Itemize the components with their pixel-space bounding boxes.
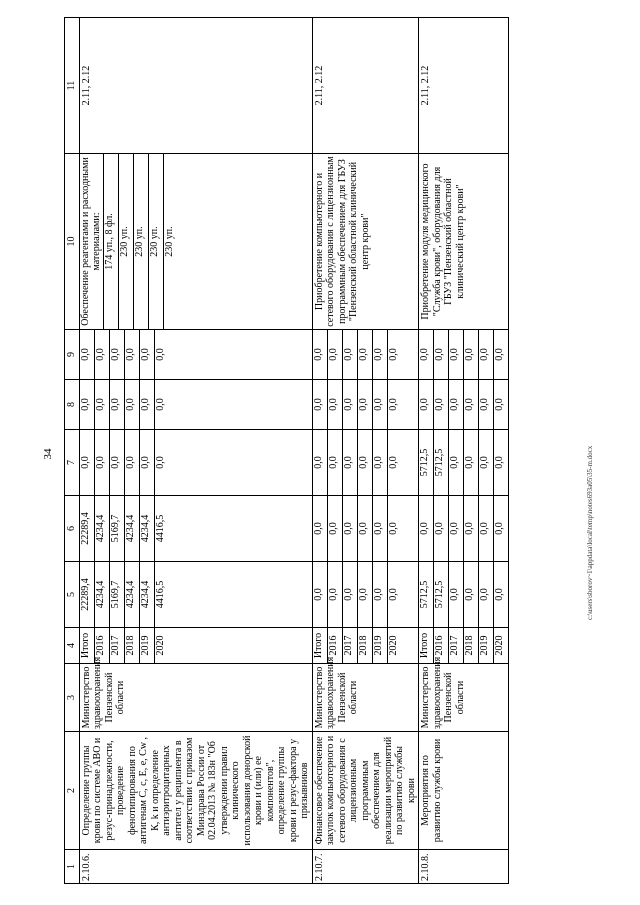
program-table (64, 17, 509, 884)
value-cell: 230 уп. (163, 154, 178, 329)
value-cell: 0,0 (109, 380, 124, 429)
rotated-table-container (64, 18, 584, 884)
value-cell: 0,0 (79, 456, 91, 469)
value-cell: 2019 (479, 628, 494, 663)
value-cell: 2020 (387, 628, 402, 663)
value-cell: 0,0 (419, 348, 430, 361)
executor: Министерство здравоохранения Пензенской области (419, 664, 509, 732)
item-number: 2.10.7. (312, 850, 419, 884)
value-list (419, 496, 508, 561)
value-cell: 0,0 (464, 430, 479, 495)
value-list (419, 562, 508, 627)
value-cell: 0,0 (342, 562, 357, 627)
value-cell: 0,0 (479, 562, 494, 627)
value-cell: 0,0 (357, 330, 372, 379)
value-cell: 230 уп. (148, 154, 163, 329)
value-list (313, 562, 402, 627)
indicator-link: 2.11, 2.12 (419, 18, 509, 154)
value-cell: 22289,4 (79, 578, 91, 611)
value-cell: 2018 (464, 628, 479, 663)
value-cell: 0,0 (94, 430, 109, 495)
indicator-link: 2.11, 2.12 (312, 18, 419, 154)
value-list (313, 330, 402, 379)
value-list (419, 430, 508, 495)
column-c6 (79, 496, 312, 562)
result-heading: Обеспечение реагентами и расходными материалами: (79, 157, 102, 326)
column-header-1: 1 (65, 850, 80, 884)
value-cell: 0,0 (342, 496, 357, 561)
value-cell: 174 уп., 8 фл. (103, 154, 118, 329)
value-cell: 230 уп. (118, 154, 133, 329)
column-header-7: 7 (65, 430, 80, 496)
value-cell: 0,0 (312, 522, 324, 535)
value-cell: 0,0 (494, 562, 509, 627)
value-cell: 0,0 (464, 562, 479, 627)
value-cell: 0,0 (372, 430, 387, 495)
value-cell: 0,0 (124, 330, 139, 379)
measure-name: Определение группы крови по системе АВО и резус-принадлежности, проведение фенотипирования по антигенам С, с, Е, е, Cw , К, k и определение антиэритроцитарных антител у реципиента в соответствии с приказом Минздрава России от 02.04.2013 № 183н "Об утверждении правил клинического использования донорской крови и (или) ее компонентов", определение группы крови и резус-фактора у призывников (79, 732, 312, 850)
value-list (80, 330, 169, 379)
value-cell: 0,0 (139, 430, 154, 495)
value-cell: 0,0 (479, 380, 494, 429)
column-c7 (312, 430, 419, 496)
value-cell: 0,0 (479, 330, 494, 379)
column-header-9: 9 (65, 330, 80, 380)
value-cell: 4234,4 (94, 496, 109, 561)
value-cell: 2019 (139, 628, 154, 663)
value-cell: 2018 (357, 628, 372, 663)
column-header-6: 6 (65, 496, 80, 562)
value-cell: 22289,4 (79, 512, 91, 545)
value-cell: 0,0 (357, 562, 372, 627)
expected-result (79, 154, 312, 330)
value-cell: 2017 (109, 628, 124, 663)
column-c7 (419, 430, 509, 496)
measure-name: Мероприятия по развитию службы крови (419, 732, 509, 850)
value-cell: 0,0 (387, 562, 402, 627)
value-cell: 0,0 (327, 496, 342, 561)
value-cell: 0,0 (94, 330, 109, 379)
value-cell: 0,0 (434, 496, 449, 561)
value-cell: 4234,4 (139, 562, 154, 627)
value-cell: 0,0 (109, 330, 124, 379)
column-c5 (79, 562, 312, 628)
value-list (80, 380, 169, 429)
value-list (80, 430, 169, 495)
value-cell: 2020 (494, 628, 509, 663)
value-cell: 0,0 (357, 496, 372, 561)
value-cell: 2017 (449, 628, 464, 663)
value-cell: 0,0 (109, 430, 124, 495)
value-cell: 4416,5 (154, 562, 169, 627)
value-cell: 0,0 (449, 330, 464, 379)
value-cell: 4234,4 (139, 496, 154, 561)
value-cell: 2016 (434, 628, 449, 663)
value-list (103, 154, 178, 329)
value-cell: 0,0 (342, 430, 357, 495)
value-cell: 0,0 (449, 380, 464, 429)
value-cell: 0,0 (387, 496, 402, 561)
value-cell: 0,0 (139, 330, 154, 379)
column-header-8: 8 (65, 380, 80, 430)
value-cell: 0,0 (464, 330, 479, 379)
measure-name: Финансовое обеспечение закупок компьютерного и сетевого оборудования с лицензионным программным обеспечением для реализации мероприятий по развитию службы крови (312, 732, 419, 850)
value-list (419, 380, 508, 429)
value-cell: 5712,5 (434, 562, 449, 627)
value-cell: 0,0 (479, 430, 494, 495)
value-cell: 4234,4 (124, 562, 139, 627)
value-cell: 0,0 (79, 398, 91, 411)
value-cell: 0,0 (124, 380, 139, 429)
expected-result: Приобретение компьютерного и сетевого оборудования с лицензионным программным обеспечением для ГБУЗ "Пензенский областной клинический центр крови" (312, 154, 419, 330)
value-cell: 0,0 (419, 398, 430, 411)
value-cell: 0,0 (494, 380, 509, 429)
value-cell: Итого (419, 632, 430, 659)
header-row (65, 18, 80, 884)
value-cell: 5712,5 (434, 430, 449, 495)
value-cell: 0,0 (342, 330, 357, 379)
value-cell: 0,0 (372, 562, 387, 627)
value-cell: 2018 (124, 628, 139, 663)
value-cell: 0,0 (327, 380, 342, 429)
value-cell: 0,0 (357, 380, 372, 429)
value-cell: 0,0 (464, 496, 479, 561)
item-number: 2.10.8. (419, 850, 509, 884)
column-header-2: 2 (65, 732, 80, 850)
page-number: 34 (42, 448, 54, 460)
column-header-10: 10 (65, 154, 80, 330)
value-cell: 0,0 (449, 496, 464, 561)
value-cell: 0,0 (154, 380, 169, 429)
value-cell: 0,0 (387, 330, 402, 379)
value-cell: 0,0 (372, 496, 387, 561)
column-c8 (79, 380, 312, 430)
value-cell: 0,0 (494, 496, 509, 561)
value-cell: 4234,4 (124, 496, 139, 561)
value-cell: 0,0 (494, 330, 509, 379)
table-row (419, 18, 509, 884)
value-cell: 0,0 (312, 398, 324, 411)
value-cell: 0,0 (79, 348, 91, 361)
column-c9 (312, 330, 419, 380)
value-cell: 0,0 (372, 330, 387, 379)
value-cell: 230 уп. (133, 154, 148, 329)
column-c7 (79, 430, 312, 496)
column-c6 (419, 496, 509, 562)
column-header-4: 4 (65, 628, 80, 664)
value-cell: 5712,5 (419, 448, 430, 477)
value-cell: Итого (312, 632, 324, 659)
value-cell: 0,0 (434, 380, 449, 429)
executor: Министерство здравоохранения Пензенской области (79, 664, 312, 732)
column-header-3: 3 (65, 664, 80, 732)
executor: Министерство здравоохранения Пензенской области (312, 664, 419, 732)
value-cell: 0,0 (327, 562, 342, 627)
value-list (313, 496, 402, 561)
value-cell: 5169,7 (109, 562, 124, 627)
value-list (80, 562, 169, 627)
value-cell: 0,0 (124, 430, 139, 495)
column-header-11: 11 (65, 18, 80, 154)
value-cell: 0,0 (357, 430, 372, 495)
expected-result: Приобретение модуля медицинского "Служба крови", оборудования для ГБУЗ "Пензенский областной клинический центр крови" (419, 154, 509, 330)
file-path-footer: c:\users\sborov~1\appdata\local\temp\notes693a05\35-m.docx (586, 445, 594, 620)
value-cell: 0,0 (327, 330, 342, 379)
value-list (313, 380, 402, 429)
value-cell: 0,0 (387, 430, 402, 495)
value-cell: 0,0 (139, 380, 154, 429)
value-cell: 0,0 (494, 430, 509, 495)
value-cell: 0,0 (449, 430, 464, 495)
value-cell: 0,0 (479, 496, 494, 561)
value-cell: 2017 (342, 628, 357, 663)
value-cell: 0,0 (312, 348, 324, 361)
value-cell: Итого (79, 632, 91, 659)
value-cell: 2020 (154, 628, 169, 663)
value-cell: 0,0 (94, 380, 109, 429)
value-cell: 4234,4 (94, 562, 109, 627)
value-cell: 0,0 (154, 330, 169, 379)
table-row (79, 18, 312, 884)
value-cell: 0,0 (464, 380, 479, 429)
column-c6 (312, 496, 419, 562)
column-c8 (419, 380, 509, 430)
column-years (79, 628, 312, 664)
column-c5 (419, 562, 509, 628)
column-header-5: 5 (65, 562, 80, 628)
value-cell: 0,0 (434, 330, 449, 379)
value-cell: 0,0 (342, 380, 357, 429)
item-number: 2.10.6. (79, 850, 312, 884)
value-cell: 0,0 (387, 380, 402, 429)
value-cell: 2016 (94, 628, 109, 663)
value-cell: 0,0 (312, 456, 324, 469)
value-cell: 0,0 (419, 522, 430, 535)
value-cell: 2016 (327, 628, 342, 663)
value-list (80, 496, 169, 561)
column-c8 (312, 380, 419, 430)
value-cell: 5712,5 (419, 580, 430, 609)
value-list (313, 430, 402, 495)
value-cell: 0,0 (372, 380, 387, 429)
column-c9 (79, 330, 312, 380)
indicator-link: 2.11, 2.12 (79, 18, 312, 154)
value-cell: 5169,7 (109, 496, 124, 561)
value-list (419, 330, 508, 379)
value-cell: 2019 (372, 628, 387, 663)
value-cell: 0,0 (312, 588, 324, 601)
value-cell: 0,0 (327, 430, 342, 495)
value-cell: 0,0 (449, 562, 464, 627)
column-c5 (312, 562, 419, 628)
value-cell: 0,0 (154, 430, 169, 495)
value-cell: 4416,5 (154, 496, 169, 561)
table-row (312, 18, 419, 884)
column-c9 (419, 330, 509, 380)
